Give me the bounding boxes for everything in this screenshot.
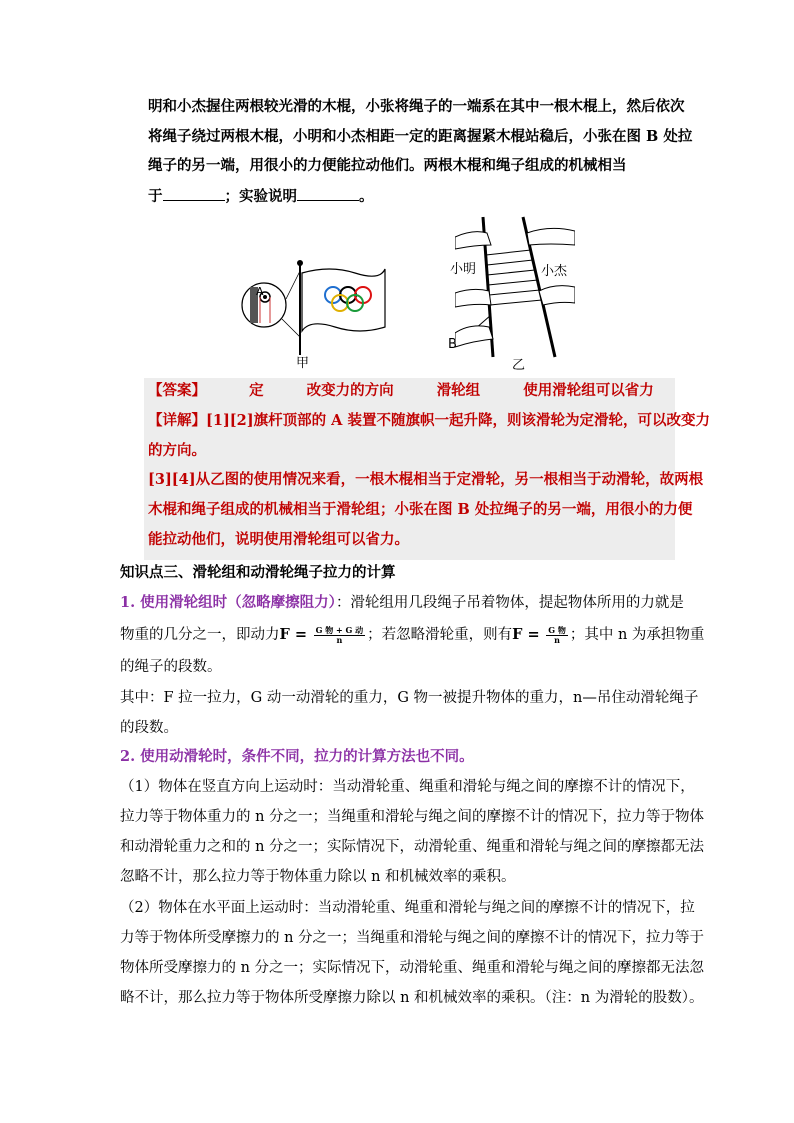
label-xiaoming: 小明 (450, 262, 477, 277)
figure-1-caption: 甲 (296, 356, 310, 371)
p2-s1-line-1: （1）物体在竖直方向上运动时：当动滑轮重、绳重和滑轮与绳之间的摩擦不计的情况下， (120, 779, 695, 795)
answer-item-1: 定 (249, 382, 264, 399)
fraction-2 (546, 626, 568, 645)
p1-line-3: 的绳子的段数。 (120, 659, 222, 675)
p2-s2-line-2: 力等于物体所受摩擦力的 n 分之一；当绳重和滑轮与绳之间的摩擦不计的情况下，拉力等于 (120, 930, 705, 946)
fraction-1 (314, 626, 366, 645)
question-text-c: 。 (359, 188, 374, 205)
pulley-label-a: A (256, 285, 264, 298)
detail-line-5: 能拉动他们，说明使用滑轮组可以省力。 (148, 531, 409, 548)
figure-flagpole (230, 255, 390, 375)
figure-sticks-rope (455, 215, 575, 365)
answer-item-4: 使用滑轮组可以省力 (523, 382, 654, 399)
question-line-4 (148, 186, 374, 207)
p1-line2-b: ；若忽略滑轮重，则有 (367, 627, 513, 643)
p2-s1-line-4: 忽略不计，那么拉力等于物体重力除以 n 和机械效率的乘积。 (120, 869, 516, 885)
label-xiaojie: 小杰 (541, 264, 568, 279)
question-text-b: ；实验说明 (224, 188, 297, 205)
p1-text: ：滑轮组用几段绳子吊着物体，提起物体所用的力就是 (335, 595, 684, 611)
fraction-1-den: n (336, 634, 343, 645)
p1-line-1 (120, 593, 684, 613)
p2-s2-line-1: （2）物体在水平面上运动时：当动滑轮重、绳重和滑轮与绳之间的摩擦不计的情况下，拉 (120, 900, 695, 916)
p1-line2-c: ；其中 n 为承担物重 (569, 627, 705, 643)
p1-line2-a: 物重的几分之一，即动力 (120, 627, 280, 643)
p2-s2-line-4: 略不计，那么拉力等于物体所受摩擦力除以 n 和机械效率的乘积。（注：n 为滑轮的股数）。 (120, 990, 704, 1006)
detail-line-1: 【详解】[1][2]旗杆顶部的 A 装置不随旗帜一起升降，则该滑轮为定滑轮，可以改变力 (148, 412, 710, 429)
fraction-1-num: G 物 + G 动 (315, 624, 364, 635)
p2-s1-line-2: 拉力等于物体重力的 n 分之一；当绳重和滑轮与绳之间的摩擦不计的情况下，拉力等于物体 (120, 809, 705, 825)
fraction-2-den: n (554, 634, 560, 645)
label-point-b: B (448, 337, 457, 352)
question-line-3: 绳子的另一端，用很小的力便能拉动他们。两根木棍和绳子组成的机械相当 (148, 157, 627, 174)
figure-2-caption: 乙 (512, 358, 526, 373)
detail-line-2: 的方向。 (148, 442, 206, 459)
formula-f1: F = (279, 626, 307, 643)
answer-blank-1[interactable] (163, 186, 225, 201)
fraction-2-num: G 物 (548, 624, 566, 635)
p1-note-1: 其中：F 拉一拉力，G 动一动滑轮的重力，G 物一被提升物体的重力，n—吊住动滑轮绳子 (120, 690, 699, 706)
p1-heading: 1. 使用滑轮组时（忽略摩擦阻力） (120, 594, 336, 611)
formula-f2: F = (512, 626, 540, 643)
detail-line-3: [3][4]从乙图的使用情况来看，一根木棍相当于定滑轮，另一根相当于动滑轮，故两根 (148, 471, 704, 488)
question-line-1: 明和小杰握住两根较光滑的木棍，小张将绳子的一端系在其中一根木棍上，然后依次 (148, 98, 685, 115)
detail-line-4: 木棍和绳子组成的机械相当于滑轮组；小张在图 B 处拉绳子的另一端，用很小的力便 (148, 501, 693, 518)
answer-tag: 【答案】 (148, 382, 206, 399)
p2-heading: 2. 使用动滑轮时，条件不同，拉力的计算方法也不同。 (120, 748, 474, 765)
p1-note-2: 的段数。 (120, 720, 178, 736)
question-text-a: 于 (148, 188, 163, 205)
answer-item-2: 改变力的方向 (306, 382, 394, 399)
p1-line-2 (120, 625, 704, 645)
answer-line (148, 381, 654, 401)
section-title: 知识点三、滑轮组和动滑轮绳子拉力的计算 (120, 564, 396, 581)
answer-blank-2[interactable] (297, 186, 359, 201)
p2-s2-line-3: 物体所受摩擦力的 n 分之一；实际情况下，动滑轮重、绳重和滑轮与绳之间的摩擦都无法忽 (120, 960, 705, 976)
p2-s1-line-3: 和动滑轮重力之和的 n 分之一；实际情况下，动滑轮重、绳重和滑轮与绳之间的摩擦都无法 (120, 839, 705, 855)
question-line-2: 将绳子绕过两根木棍，小明和小杰相距一定的距离握紧木棍站稳后，小张在图 B 处拉 (148, 128, 693, 145)
answer-item-3: 滑轮组 (436, 382, 481, 399)
